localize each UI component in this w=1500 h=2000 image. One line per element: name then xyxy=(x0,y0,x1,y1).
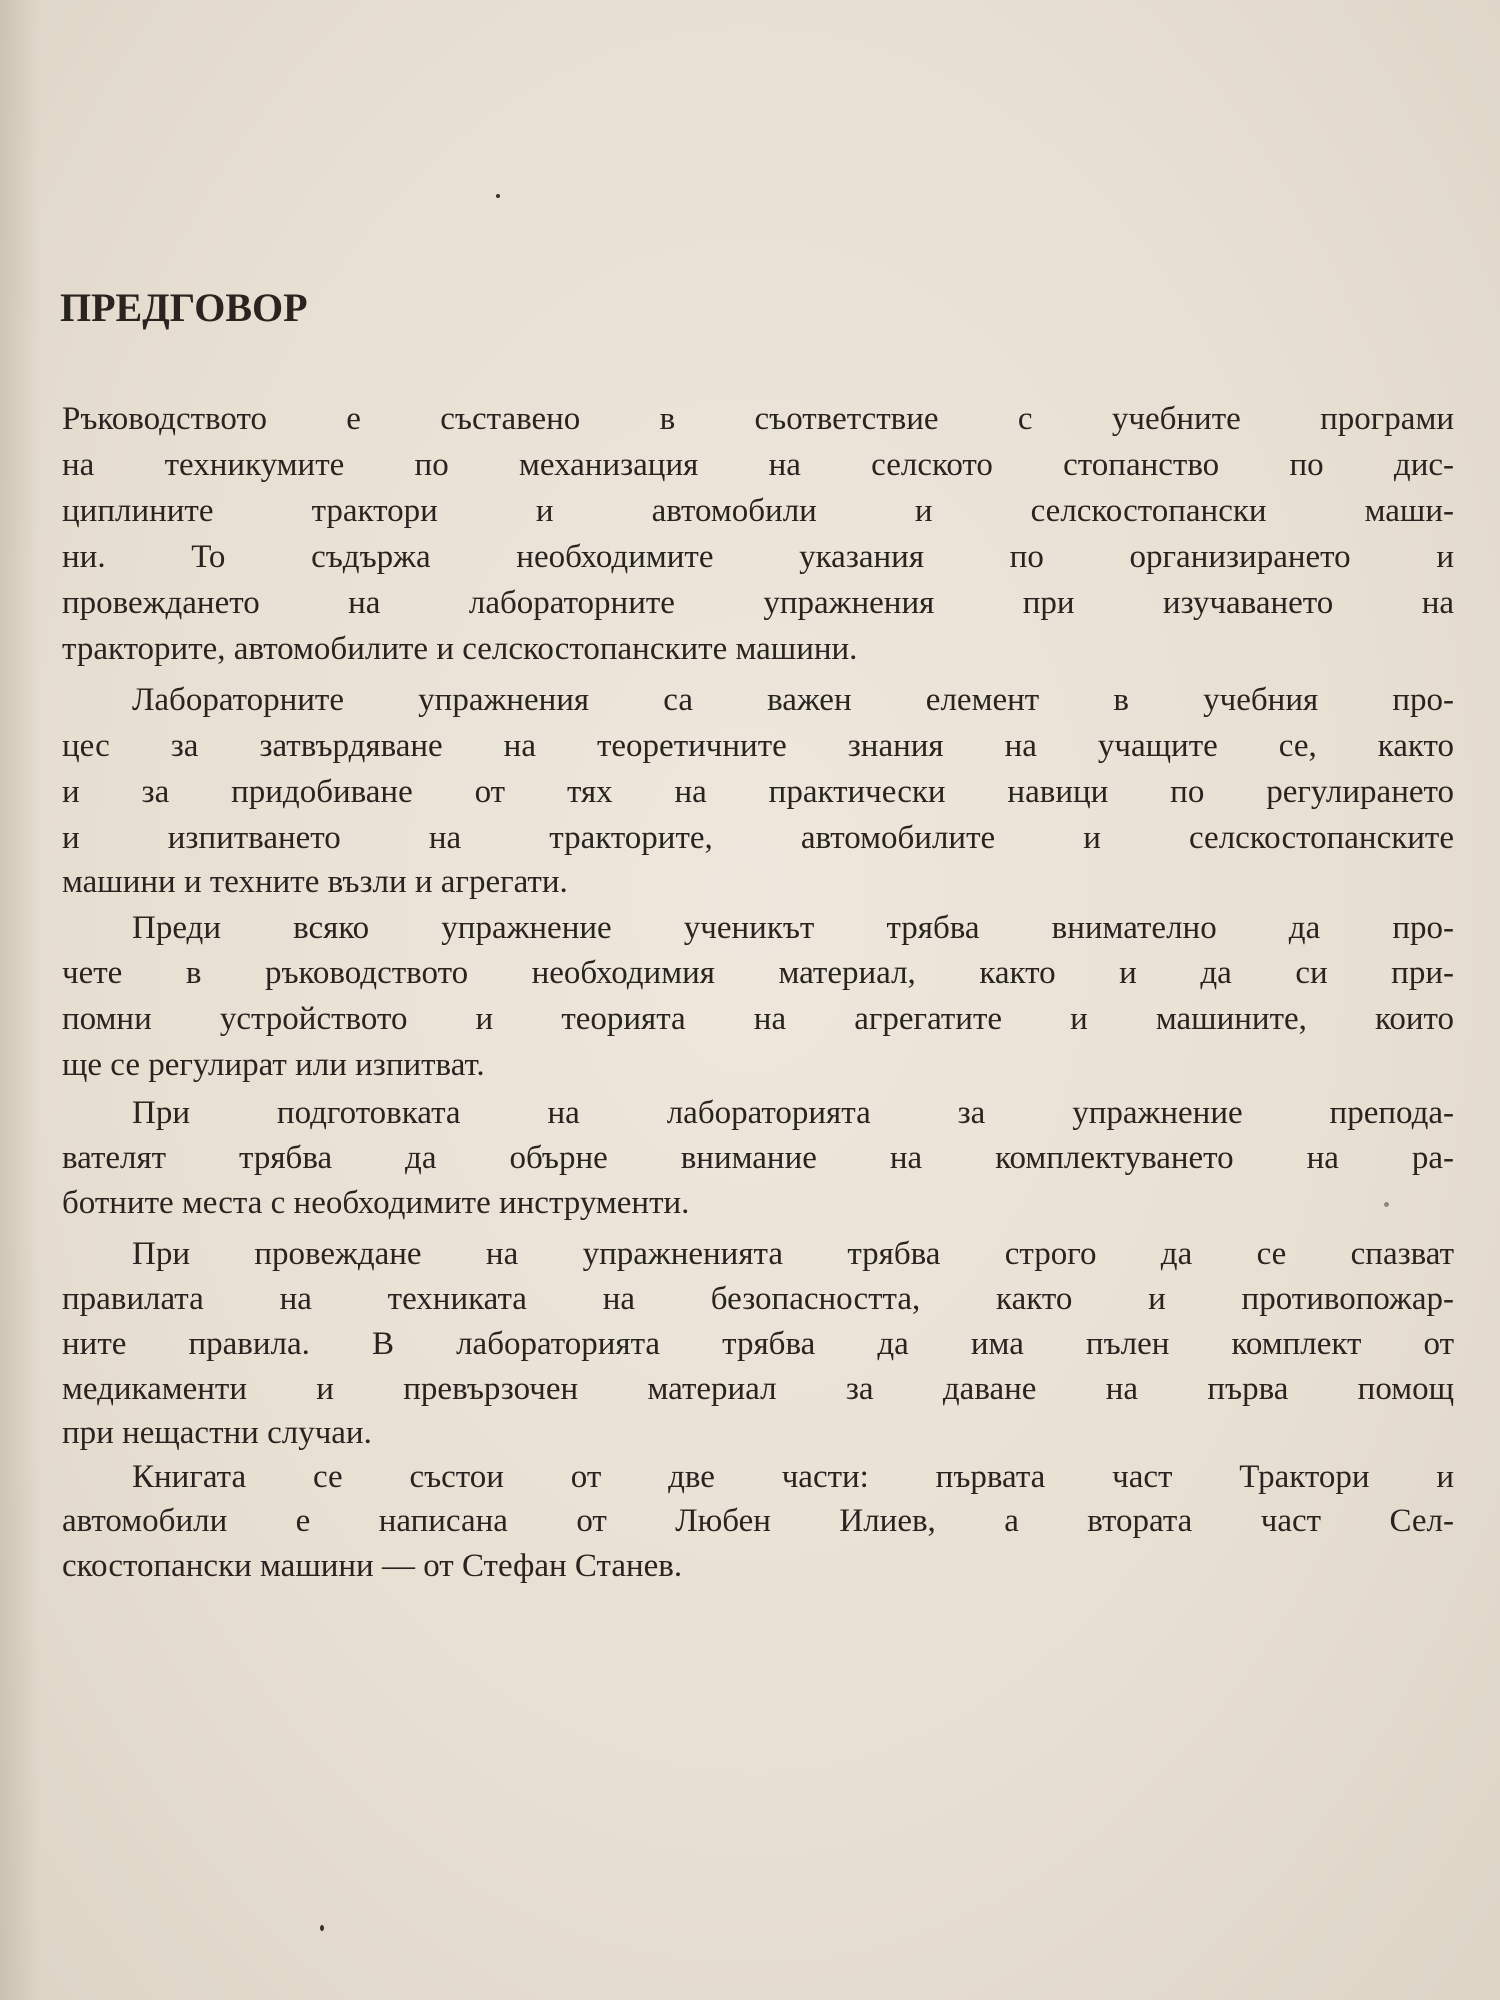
paragraph-line: ще се регулират или изпитват. xyxy=(62,1047,485,1083)
paragraph-line: медикаменти и превързочен материал за даване на първа помощ xyxy=(62,1371,1454,1407)
paragraph-line: скостопански машини — от Стефан Станев. xyxy=(62,1548,683,1584)
paragraph-line: ните правила. В лабораторията трябва да има пълен комплект от xyxy=(62,1326,1454,1362)
paragraph-line: При подготовката на лабораторията за упражнение препода- xyxy=(132,1095,1454,1131)
paragraph-line: Преди всяко упражнение ученикът трябва внимателно да про- xyxy=(132,910,1454,946)
paragraph-line: При провеждане на упражненията трябва строго да се спазват xyxy=(132,1236,1454,1272)
paper-speck xyxy=(496,194,500,198)
paragraph-line: ботните места с необходимите инструменти. xyxy=(62,1185,690,1221)
paper-speck xyxy=(320,1925,324,1931)
paragraph-line: Лабораторните упражнения са важен елемент в учебния про- xyxy=(132,682,1454,718)
paragraph-line: тракторите, автомобилите и селскостопанските машини. xyxy=(62,631,858,667)
paragraph-line: циплините трактори и автомобили и селскостопански маши- xyxy=(62,493,1454,529)
paragraph-line: цес за затвърдяване на теоретичните знания на учащите се, както xyxy=(62,728,1454,764)
paragraph-line: правилата на техниката на безопасността, както и противопожар- xyxy=(62,1281,1454,1317)
paragraph-line: провеждането на лабораторните упражнения при изучаването на xyxy=(62,585,1454,621)
paper-speck xyxy=(1384,1202,1389,1207)
paragraph-line: при нещастни случаи. xyxy=(62,1415,372,1451)
page-binding-shadow xyxy=(0,0,40,2000)
paragraph-line: на техникумите по механизация на селското стопанство по дис- xyxy=(62,447,1454,483)
paragraph-line: помни устройството и теорията на агрегатите и машините, които xyxy=(62,1001,1454,1037)
page-title: ПРЕДГОВОР xyxy=(60,285,308,330)
paragraph-line: Ръководството е съставено в съответствие с учебните програми xyxy=(62,401,1454,437)
paragraph-line: вателят трябва да обърне внимание на комплектуването на ра- xyxy=(62,1140,1454,1176)
paragraph-line: Книгата се състои от две части: първата част Трактори и xyxy=(132,1459,1454,1495)
paragraph-line: машини и техните възли и агрегати. xyxy=(62,864,568,900)
paragraph-line: и за придобиване от тях на практически навици по регулирането xyxy=(62,774,1454,810)
paragraph-line: чете в ръководството необходимия материал, както и да си при- xyxy=(62,955,1454,991)
paragraph-line: автомобили е написана от Любен Илиев, а втората част Сел- xyxy=(62,1503,1454,1539)
paragraph-line: и изпитването на тракторите, автомобилите и селскостопанските xyxy=(62,820,1454,856)
paragraph-line: ни. То съдържа необходимите указания по организирането и xyxy=(62,539,1454,575)
